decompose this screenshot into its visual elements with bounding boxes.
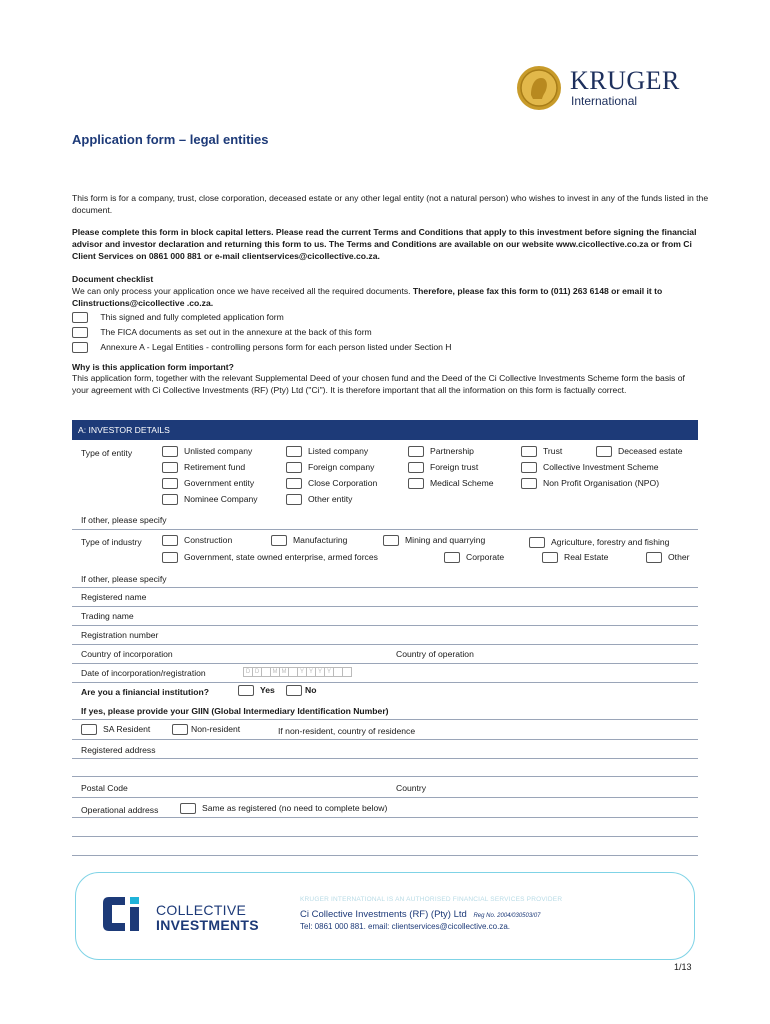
option-label: Mining and quarrying <box>405 535 486 545</box>
option-label: Same as registered (no need to complete below) <box>202 803 388 813</box>
date-box: M <box>270 667 280 677</box>
checklist-item-3[interactable] <box>72 342 452 353</box>
checkbox[interactable] <box>444 552 460 563</box>
option-label: Government, state owned enterprise, armed forces <box>184 552 378 562</box>
same-as-registered-option[interactable] <box>180 803 387 814</box>
financial-institution-yes[interactable] <box>238 685 275 696</box>
checkbox[interactable] <box>72 342 88 353</box>
intro-paragraph-2: Please complete this form in block capital letters. Please read the current Terms and Conditions that apply to this investment before signing the financial advisor and investor declaration and returning this form to us. The Terms and Conditions are available on our website www.cicollective.co.za or from Ci Client Services on 0861 000 881 or e-mail clientservices@cicollective.co.za. <box>72 227 697 261</box>
divider <box>72 663 698 664</box>
company-name: Ci Collective Investments (RF) (Pty) Ltd <box>300 909 467 920</box>
option-label: Government entity <box>184 478 255 488</box>
divider <box>72 644 698 645</box>
divider <box>72 797 698 798</box>
entity-foreign-company[interactable] <box>286 462 374 473</box>
checklist-item-label: Annexure A - Legal Entities - controlling persons form for each person listed under Section H <box>100 342 452 352</box>
option-label: Nominee Company <box>184 494 258 504</box>
checklist-item-label: This signed and fully completed application form <box>100 312 284 322</box>
checkbox[interactable] <box>162 478 178 489</box>
financial-institution-question: Are you a finiancial institution? <box>81 687 209 697</box>
divider <box>72 625 698 626</box>
divider <box>72 817 698 818</box>
entity-other[interactable] <box>286 494 352 505</box>
country-of-operation-field[interactable]: Country of operation <box>396 649 474 659</box>
checkbox[interactable] <box>271 535 287 546</box>
checkbox[interactable] <box>408 478 424 489</box>
option-label: Collective Investment Scheme <box>543 462 659 472</box>
why-text: This application form, together with the relevant Supplemental Deed of your chosen fund and the Deed of the Ci Collective Investments Scheme form the basis of your agreement with Ci Collective Investments (RF) (Pty) Ltd ("Ci"). It is therefore important that all the information on this form is factually correct. <box>72 373 685 395</box>
reg-no: Reg No. 2004/030503/07 <box>473 913 541 919</box>
entity-nominee-company[interactable] <box>162 494 258 505</box>
option-label: Unlisted company <box>184 446 253 456</box>
divider <box>72 836 698 837</box>
sa-resident-option[interactable] <box>81 724 150 735</box>
entity-trust[interactable] <box>521 446 562 457</box>
country-field[interactable]: Country <box>396 783 427 793</box>
entity-deceased-estate[interactable] <box>596 446 683 457</box>
registration-number-field[interactable]: Registration number <box>81 630 159 640</box>
ci-logo-line2: INVESTMENTS <box>156 917 259 933</box>
date-box: Y <box>315 667 325 677</box>
checkbox[interactable] <box>542 552 558 563</box>
checklist-item-2[interactable] <box>72 327 372 338</box>
entity-unlisted-company[interactable] <box>162 446 252 457</box>
date-box: Y <box>324 667 334 677</box>
registered-address-field[interactable]: Registered address <box>81 745 156 755</box>
option-label: Partnership <box>430 446 474 456</box>
option-label: Non-resident <box>191 724 241 734</box>
industry-other[interactable] <box>646 552 690 563</box>
page-number: 1/13 <box>674 962 692 972</box>
checkbox[interactable] <box>162 462 178 473</box>
option-label: Real Estate <box>564 552 609 562</box>
date-box <box>342 667 352 677</box>
industry-real-estate[interactable] <box>542 552 608 563</box>
date-of-incorporation-input[interactable] <box>244 667 352 677</box>
checkbox[interactable] <box>286 685 302 696</box>
checklist-item-label: The FICA documents as set out in the annexure at the back of this form <box>100 327 372 337</box>
checkbox[interactable] <box>596 446 612 457</box>
industry-agriculture[interactable] <box>529 537 669 548</box>
footer-contact: Tel: 0861 000 881. email: clientservices@cicollective.co.za. <box>300 922 510 931</box>
entity-medical-scheme[interactable] <box>408 478 494 489</box>
if-other-industry-label: If other, please specify <box>81 574 167 584</box>
registered-name-field[interactable]: Registered name <box>81 592 147 602</box>
checklist-text-normal: We can only process your application once we have received all the required documents. <box>72 286 411 296</box>
ci-logo-line1: COLLECTIVE <box>156 902 247 918</box>
ci-logo-icon <box>103 897 145 931</box>
operational-address-field[interactable]: Operational address <box>81 805 159 815</box>
checkbox[interactable] <box>162 446 178 457</box>
option-label: Yes <box>260 685 275 695</box>
checkbox[interactable] <box>646 552 662 563</box>
if-other-entity-label: If other, please specify <box>81 515 167 525</box>
industry-manufacturing[interactable] <box>271 535 347 546</box>
checkbox[interactable] <box>238 685 254 696</box>
section-a-header: A: INVESTOR DETAILS <box>72 420 698 440</box>
option-label: Other <box>668 552 690 562</box>
checklist-text <box>72 285 706 309</box>
divider <box>72 606 698 607</box>
checkbox[interactable] <box>521 462 537 473</box>
postal-code-field[interactable]: Postal Code <box>81 783 128 793</box>
date-of-incorporation-label: Date of incorporation/registration <box>81 668 206 678</box>
checkbox[interactable] <box>286 462 302 473</box>
checkbox[interactable] <box>286 494 302 505</box>
entity-listed-company[interactable] <box>286 446 368 457</box>
type-of-entity-label: Type of entity <box>81 448 133 458</box>
date-box: M <box>279 667 289 677</box>
checkbox[interactable] <box>162 535 178 546</box>
checkbox[interactable] <box>521 478 537 489</box>
option-label: Non Profit Organisation (NPO) <box>543 478 660 488</box>
checkbox[interactable] <box>162 552 178 563</box>
kruger-coin-logo <box>516 65 562 111</box>
industry-construction[interactable] <box>162 535 232 546</box>
brand-sub: International <box>571 94 638 108</box>
checkbox[interactable] <box>81 724 97 735</box>
divider <box>72 739 698 740</box>
why-heading: Why is this application form important? <box>72 362 234 372</box>
option-label: No <box>305 685 317 695</box>
checkbox[interactable] <box>72 312 88 323</box>
checkbox[interactable] <box>172 724 188 735</box>
brand-name: KRUGER <box>570 66 680 95</box>
option-label: Foreign trust <box>430 462 479 472</box>
country-of-residence-field[interactable]: If non-resident, country of residence <box>278 726 416 736</box>
option-label: Retirement fund <box>184 462 246 472</box>
industry-mining[interactable] <box>383 535 485 546</box>
divider <box>72 758 698 759</box>
checklist-heading: Document checklist <box>72 274 154 284</box>
option-label: Close Corporation <box>308 478 378 488</box>
entity-close-corporation[interactable] <box>286 478 377 489</box>
option-label: Medical Scheme <box>430 478 494 488</box>
trading-name-field[interactable]: Trading name <box>81 611 134 621</box>
checkbox[interactable] <box>286 478 302 489</box>
checkbox[interactable] <box>408 462 424 473</box>
date-box: Y <box>297 667 307 677</box>
checkbox[interactable] <box>180 803 196 814</box>
divider <box>72 529 698 530</box>
checkbox[interactable] <box>72 327 88 338</box>
date-box: Y <box>306 667 316 677</box>
divider <box>72 587 698 588</box>
entity-foreign-trust[interactable] <box>408 462 478 473</box>
divider <box>72 719 698 720</box>
giin-label[interactable]: If yes, please provide your GIIN (Global Intermediary Identification Number) <box>81 706 389 716</box>
industry-corporate[interactable] <box>444 552 504 563</box>
intro-paragraph-1: This form is for a company, trust, close corporation, deceased estate or any other legal entity (not a natural person) who wishes to invest in any of the funds listed in the document. <box>72 193 709 215</box>
non-resident-option[interactable] <box>172 724 240 735</box>
entity-retirement-fund[interactable] <box>162 462 245 473</box>
entity-government[interactable] <box>162 478 254 489</box>
option-label: Deceased estate <box>618 446 683 456</box>
entity-partnership[interactable] <box>408 446 474 457</box>
checkbox[interactable] <box>529 537 545 548</box>
fsp-note: KRUGER INTERNATIONAL IS AN AUTHORISED FINANCIAL SERVICES PROVIDER <box>300 896 563 903</box>
date-box: D <box>252 667 262 677</box>
checkbox[interactable] <box>383 535 399 546</box>
industry-government[interactable] <box>162 552 378 563</box>
checkbox[interactable] <box>408 446 424 457</box>
entity-cis[interactable] <box>521 462 659 473</box>
entity-npo[interactable] <box>521 478 659 489</box>
divider <box>72 855 698 856</box>
divider <box>72 682 698 683</box>
option-label: Construction <box>184 535 233 545</box>
divider <box>72 776 698 777</box>
checkbox[interactable] <box>286 446 302 457</box>
type-of-industry-label: Type of industry <box>81 537 142 547</box>
country-of-incorporation-field[interactable]: Country of incorporation <box>81 649 173 659</box>
checkbox[interactable] <box>162 494 178 505</box>
option-label: Foreign company <box>308 462 375 472</box>
option-label: Manufacturing <box>293 535 348 545</box>
option-label: Trust <box>543 446 563 456</box>
checklist-text-bold: Therefore, please fax this form to (011) 263 6148 or email it to CIinstructions@cicollective .co.za. <box>72 286 663 308</box>
option-label: SA Resident <box>103 724 151 734</box>
date-box: D <box>243 667 253 677</box>
footer-company <box>300 909 541 920</box>
option-label: Corporate <box>466 552 505 562</box>
checklist-item-1[interactable] <box>72 312 284 323</box>
option-label: Listed company <box>308 446 369 456</box>
financial-institution-no[interactable] <box>286 685 316 696</box>
option-label: Other entity <box>308 494 353 504</box>
page-title: Application form – legal entities <box>72 132 269 147</box>
option-label: Agriculture, forestry and fishing <box>551 537 670 547</box>
checkbox[interactable] <box>521 446 537 457</box>
